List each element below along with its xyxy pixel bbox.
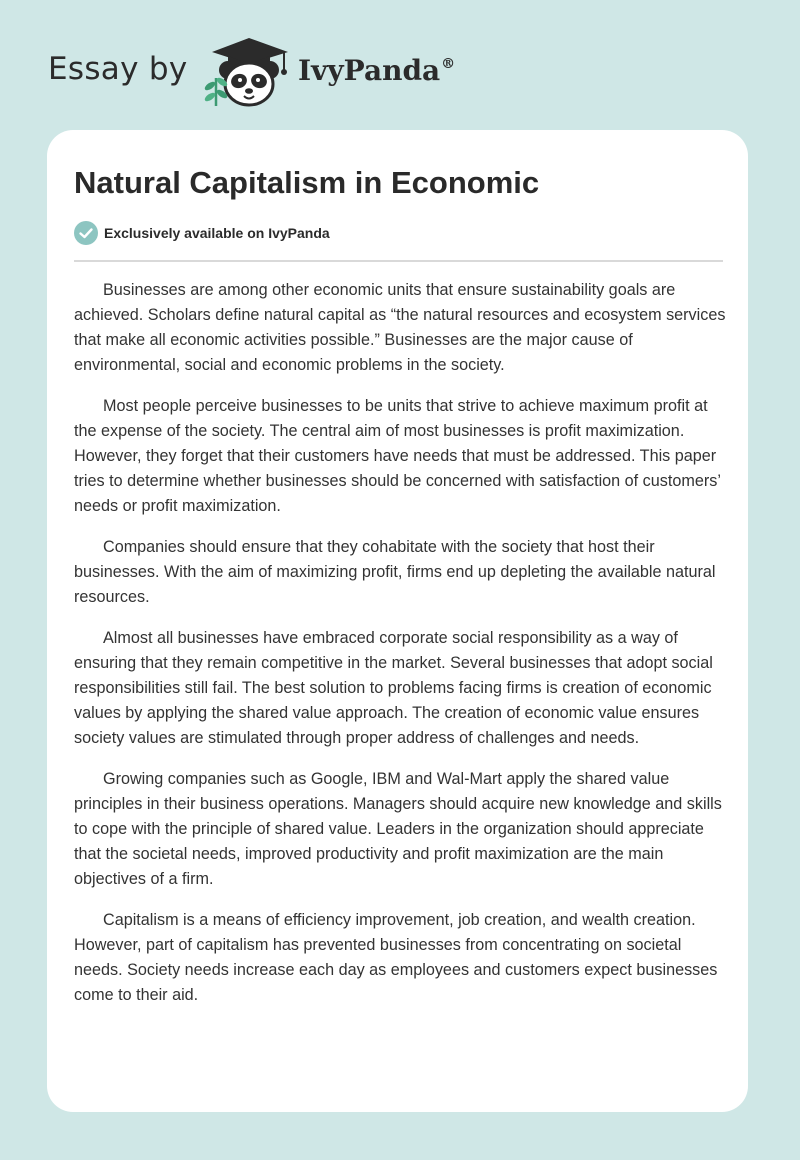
brand-name-text: IvyPanda	[298, 54, 441, 87]
essay-paragraph: Most people perceive businesses to be units that strive to achieve maximum profit at the expense of the society. The central aim of most businesses is profit maximization. However, they forget that their customers have needs that must be addressed. This paper tries to determine whether businesses should be concerned with satisfaction of customers’ needs or profit maximization.	[74, 397, 721, 515]
exclusive-badge	[74, 221, 330, 245]
panda-graduate-logo-icon[interactable]	[204, 34, 294, 110]
title-divider	[74, 260, 723, 262]
essay-paragraph: Businesses are among other economic units that ensure sustainability goals are achieved. Scholars define natural capital as “the natural resources and ecosystem services that make all economic activities possible.” Businesses are the major cause of environmental, social and economic problems in the society.	[74, 281, 726, 374]
essay-body	[74, 278, 726, 1024]
essay-paragraph: Almost all businesses have embraced corporate social responsibility as a way of ensuring that they remain competitive in the market. Several businesses that adopt social responsibilities still fail. The best solution to problems facing firms is creation of economic values by applying the shared value approach. The creation of economic value ensures society values are stimulated through proper address of challenges and needs.	[74, 629, 713, 747]
check-circle-icon	[74, 221, 98, 245]
brand-name[interactable]	[298, 54, 454, 87]
site-header	[48, 34, 508, 114]
essay-paragraph: Capitalism is a means of efficiency improvement, job creation, and wealth creation. However, part of capitalism has prevented businesses from concentrating on societal needs. Society needs increase each day as employees and customers expect businesses come to their aid.	[74, 911, 718, 1004]
essay-paragraph: Growing companies such as Google, IBM and Wal-Mart apply the shared value principles in their business operations. Managers should acquire new knowledge and skills to cope with the principle of shared value. Leaders in the organization should appreciate that the societal needs, improved productivity and profit maximization are the main objectives of a firm.	[74, 770, 722, 888]
exclusive-badge-label: Exclusively available on IvyPanda	[104, 225, 330, 241]
essay-by-label: Essay by	[48, 51, 188, 87]
essay-title: Natural Capitalism in Economic	[74, 165, 540, 200]
essay-card	[47, 130, 748, 1112]
essay-paragraph: Companies should ensure that they cohabitate with the society that host their businesses. With the aim of maximizing profit, firms end up depleting the available natural resources.	[74, 538, 716, 606]
registered-mark: ®	[441, 56, 456, 72]
